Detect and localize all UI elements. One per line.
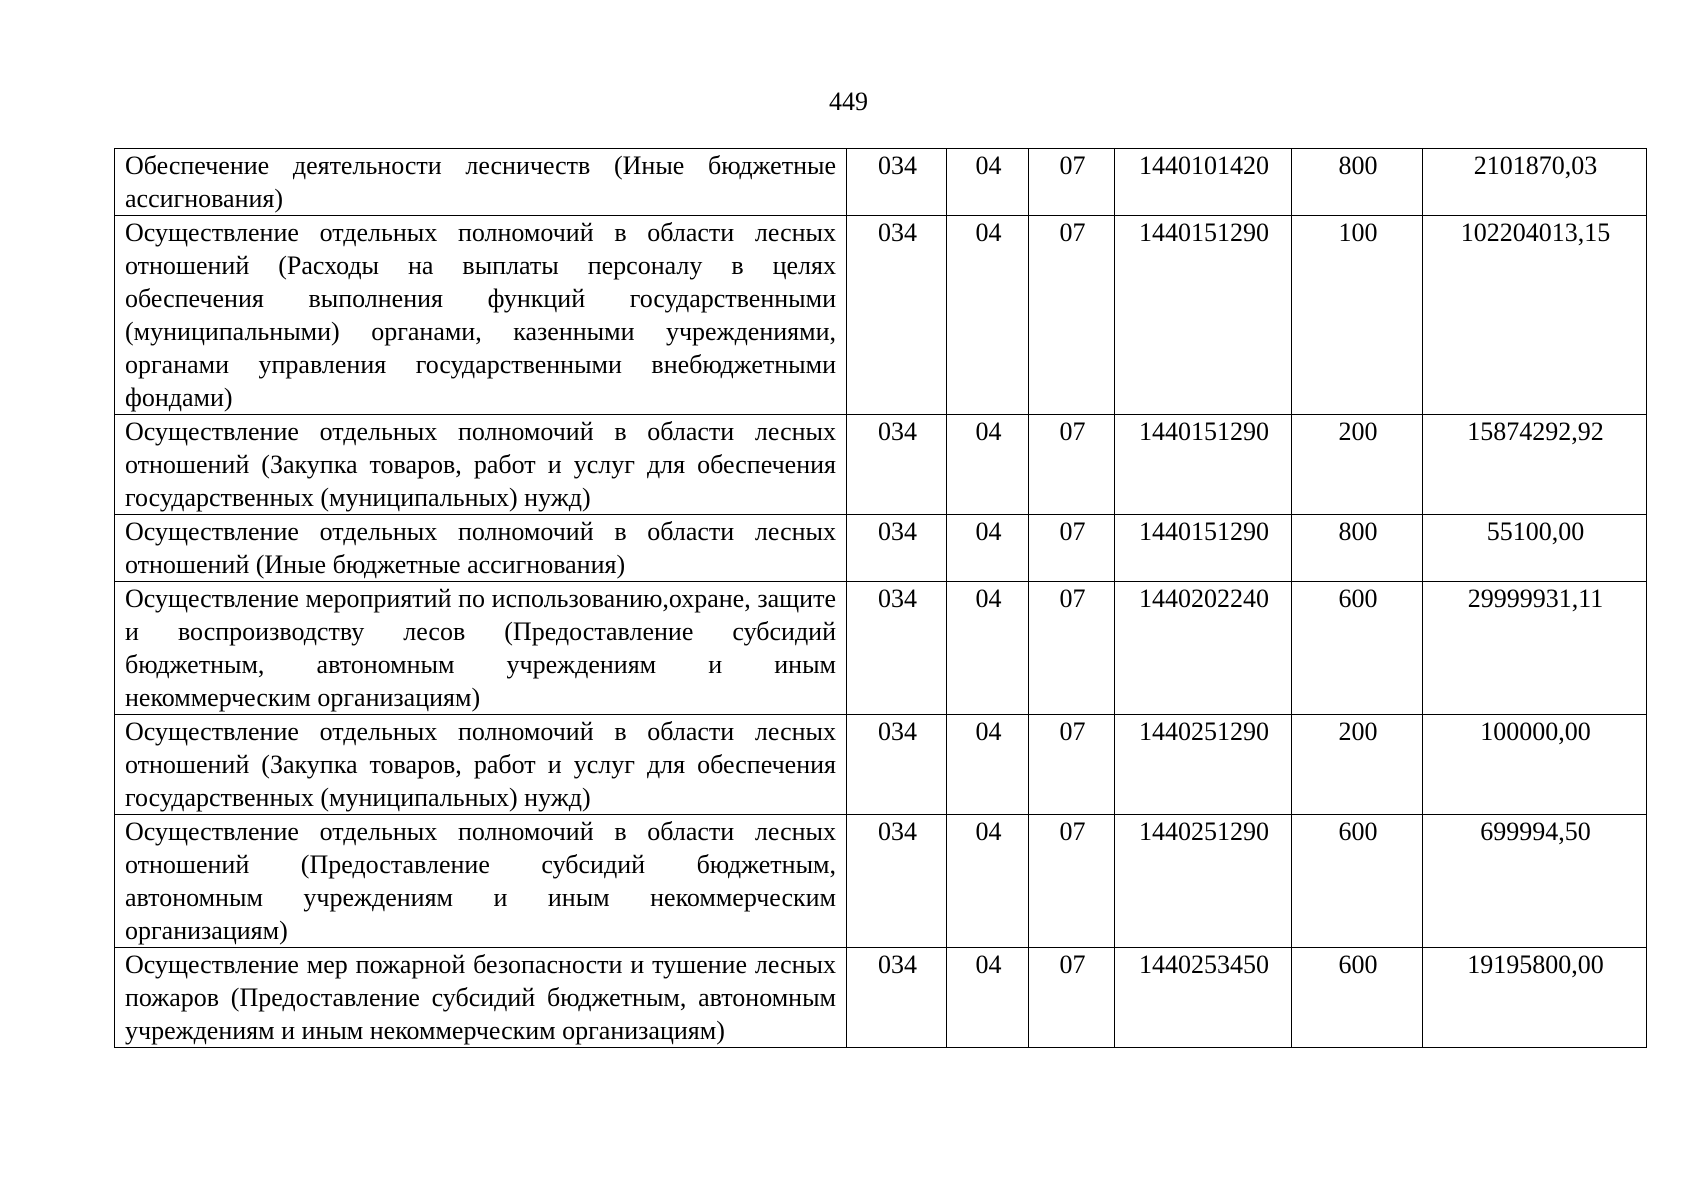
row-target-article: 1440202240 xyxy=(1115,582,1292,715)
row-subsection-code: 07 xyxy=(1029,149,1115,216)
row-subsection-code: 07 xyxy=(1029,216,1115,415)
table-row xyxy=(115,715,1647,815)
row-section-code: 04 xyxy=(947,715,1029,815)
row-ved-code: 034 xyxy=(847,415,947,515)
row-expense-type: 100 xyxy=(1292,216,1423,415)
page-number: 449 xyxy=(829,87,868,116)
row-expense-type: 800 xyxy=(1292,149,1423,216)
row-subsection-code: 07 xyxy=(1029,582,1115,715)
row-description: Осуществление отдельных полномочий в области лесных отношений (Расходы на выплаты персоналу в целях обеспечения выполнения функций государственными (муниципальными) органами, казенными учреждениями, органами управления государственными внебюджетными фондами) xyxy=(115,216,847,415)
budget-table xyxy=(114,148,1647,1048)
row-target-article: 1440251290 xyxy=(1115,715,1292,815)
row-subsection-code: 07 xyxy=(1029,515,1115,582)
row-target-article: 1440101420 xyxy=(1115,149,1292,216)
row-subsection-code: 07 xyxy=(1029,415,1115,515)
row-expense-type: 200 xyxy=(1292,715,1423,815)
row-target-article: 1440251290 xyxy=(1115,815,1292,948)
row-amount: 699994,50 xyxy=(1423,815,1647,948)
row-description: Осуществление отдельных полномочий в области лесных отношений (Иные бюджетные ассигнования) xyxy=(115,515,847,582)
row-ved-code: 034 xyxy=(847,815,947,948)
row-amount: 55100,00 xyxy=(1423,515,1647,582)
table-row xyxy=(115,948,1647,1048)
row-target-article: 1440151290 xyxy=(1115,415,1292,515)
row-subsection-code: 07 xyxy=(1029,715,1115,815)
row-description: Осуществление отдельных полномочий в области лесных отношений (Закупка товаров, работ и услуг для обеспечения государственных (муниципальных) нужд) xyxy=(115,715,847,815)
table-row xyxy=(115,216,1647,415)
row-amount: 29999931,11 xyxy=(1423,582,1647,715)
row-amount: 19195800,00 xyxy=(1423,948,1647,1048)
row-section-code: 04 xyxy=(947,515,1029,582)
row-description: Осуществление мероприятий по использованию,охране, защите и воспроизводству лесов (Предоставление субсидий бюджетным, автономным учреждениям и иным некоммерческим организациям) xyxy=(115,582,847,715)
row-ved-code: 034 xyxy=(847,216,947,415)
row-ved-code: 034 xyxy=(847,149,947,216)
row-description: Обеспечение деятельности лесничеств (Иные бюджетные ассигнования) xyxy=(115,149,847,216)
row-amount: 2101870,03 xyxy=(1423,149,1647,216)
row-ved-code: 034 xyxy=(847,948,947,1048)
row-expense-type: 800 xyxy=(1292,515,1423,582)
table-row xyxy=(115,582,1647,715)
row-section-code: 04 xyxy=(947,582,1029,715)
row-target-article: 1440151290 xyxy=(1115,515,1292,582)
row-section-code: 04 xyxy=(947,216,1029,415)
row-target-article: 1440151290 xyxy=(1115,216,1292,415)
row-subsection-code: 07 xyxy=(1029,948,1115,1048)
row-ved-code: 034 xyxy=(847,582,947,715)
table-row xyxy=(115,515,1647,582)
row-description: Осуществление отдельных полномочий в области лесных отношений (Предоставление субсидий бюджетным, автономным учреждениям и иным некоммерческим организациям) xyxy=(115,815,847,948)
table-row xyxy=(115,149,1647,216)
row-amount: 15874292,92 xyxy=(1423,415,1647,515)
row-description: Осуществление отдельных полномочий в области лесных отношений (Закупка товаров, работ и услуг для обеспечения государственных (муниципальных) нужд) xyxy=(115,415,847,515)
table-row xyxy=(115,415,1647,515)
table-row xyxy=(115,815,1647,948)
row-section-code: 04 xyxy=(947,415,1029,515)
row-section-code: 04 xyxy=(947,815,1029,948)
row-expense-type: 200 xyxy=(1292,415,1423,515)
row-section-code: 04 xyxy=(947,948,1029,1048)
row-amount: 100000,00 xyxy=(1423,715,1647,815)
row-target-article: 1440253450 xyxy=(1115,948,1292,1048)
row-ved-code: 034 xyxy=(847,515,947,582)
row-section-code: 04 xyxy=(947,149,1029,216)
row-expense-type: 600 xyxy=(1292,815,1423,948)
row-subsection-code: 07 xyxy=(1029,815,1115,948)
row-expense-type: 600 xyxy=(1292,948,1423,1048)
row-ved-code: 034 xyxy=(847,715,947,815)
row-expense-type: 600 xyxy=(1292,582,1423,715)
row-description: Осуществление мер пожарной безопасности и тушение лесных пожаров (Предоставление субсидий бюджетным, автономным учреждениям и иным некоммерческим организациям) xyxy=(115,948,847,1048)
row-amount: 102204013,15 xyxy=(1423,216,1647,415)
